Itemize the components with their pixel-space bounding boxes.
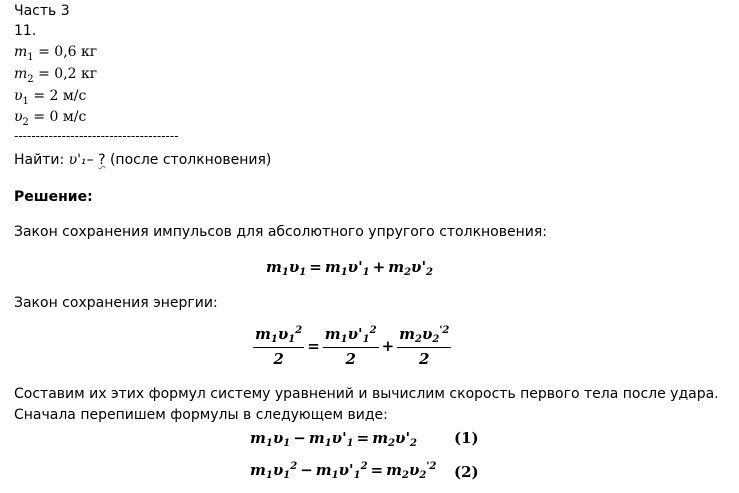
given-m1-symbol: m	[14, 44, 28, 60]
find-symbol: υ'₁	[68, 152, 87, 168]
equation-2: $m_1\upsilon_1^2 - m_1\upsilon'_1^2 = m_2\upsilon_2^{'2}$ (2)	[250, 461, 479, 481]
given-m2-value: = 0,2 кг	[38, 66, 98, 82]
problem-number: 11.	[14, 23, 37, 39]
given-m2-symbol: m	[14, 66, 28, 82]
given-v1-sub: 1	[22, 95, 29, 107]
equation-2-number: (2)	[454, 463, 479, 481]
momentum-equation: $m_1\upsilon_1 = m_1\upsilon'_1 + m_2\upsilon'_2$	[266, 258, 434, 278]
part-title: Часть 3	[14, 3, 70, 19]
separator: --------------------------------------	[14, 129, 179, 143]
find-dash: –	[86, 152, 99, 168]
given-m2-sub: 2	[27, 73, 34, 85]
energy-equation: $\frac{m_1\upsilon_1^2}{2}$ = $\frac{m_1\upsilon'_1^2}{2}$ + $\frac{m_2\upsilon_2^{'2}}{2}$	[255, 325, 450, 368]
solution-label: Решение:	[14, 189, 93, 205]
given-v2-value: = 0 м/с	[33, 109, 87, 125]
equation-1-number: (1)	[454, 429, 479, 447]
equation-1: $m_1\upsilon_1 - m_1\upsilon'_1 = m_2\upsilon'_2$ (1)	[250, 429, 479, 449]
text-system: Составим их этих формул систему уравнений и вычислим скорость первого тела после удара.	[14, 386, 719, 402]
given-m2	[14, 65, 97, 89]
find-note: (после столкновения)	[105, 152, 272, 168]
given-m1	[14, 43, 97, 67]
text-rewrite: Сначала перепишем формулы в следующем виде:	[14, 407, 388, 423]
find-line	[14, 151, 271, 169]
find-label: Найти:	[14, 152, 69, 168]
text-energy: Закон сохранения энергии:	[14, 295, 218, 311]
given-v1-symbol: υ	[14, 88, 23, 104]
given-v1-value: = 2 м/с	[33, 88, 87, 104]
given-v2-symbol: υ	[14, 109, 23, 125]
given-m1-sub: 1	[27, 51, 34, 63]
text-momentum: Закон сохранения импульсов для абсолютного упругого столкновения:	[14, 224, 547, 240]
given-v2-sub: 2	[22, 116, 29, 128]
find-question: ?	[98, 152, 106, 168]
given-m1-value: = 0,6 кг	[38, 44, 98, 60]
